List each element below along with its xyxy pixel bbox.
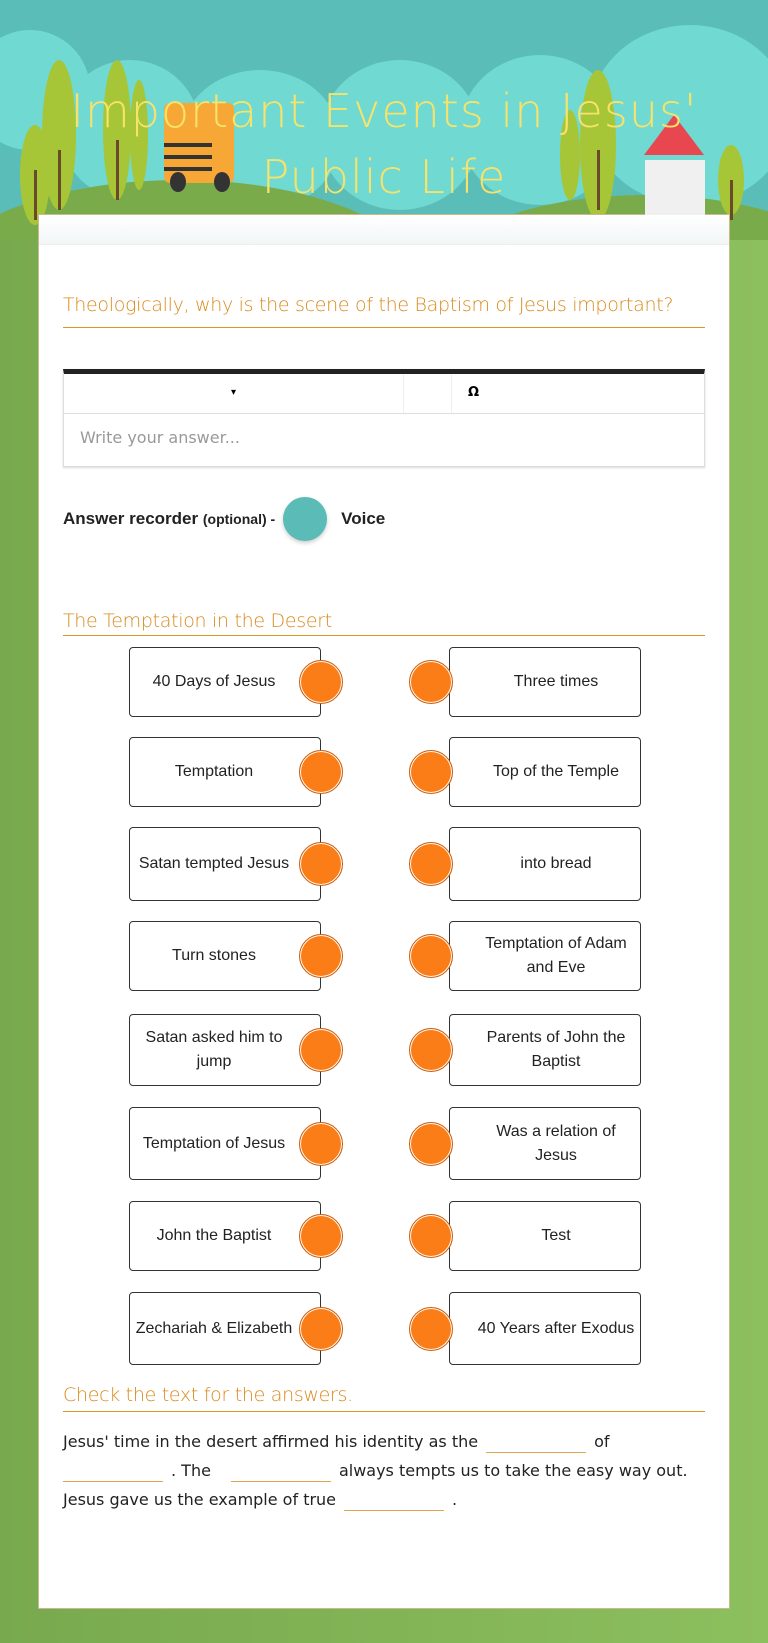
record-voice-button[interactable] bbox=[283, 497, 327, 541]
match-item-right[interactable]: Was a relation of Jesus bbox=[449, 1107, 641, 1180]
connector-dot-left[interactable] bbox=[299, 1214, 343, 1258]
match-item-right[interactable]: Test bbox=[449, 1201, 641, 1271]
connector-dot-right[interactable] bbox=[409, 1122, 453, 1166]
match-item-left[interactable]: Zechariah & Elizabeth bbox=[129, 1292, 321, 1365]
question-2-title: The Temptation in the Desert bbox=[63, 610, 332, 632]
connector-dot-left[interactable] bbox=[299, 1122, 343, 1166]
voice-label: Voice bbox=[341, 509, 386, 528]
omega-icon: Ω bbox=[468, 385, 480, 400]
blank-input[interactable] bbox=[486, 1433, 586, 1453]
match-item-right[interactable]: Top of the Temple bbox=[449, 737, 641, 807]
match-item-left[interactable]: John the Baptist bbox=[129, 1201, 321, 1271]
match-item-right[interactable]: 40 Years after Exodus bbox=[449, 1292, 641, 1365]
question-3-title: Check the text for the answers. bbox=[63, 1384, 353, 1406]
blank-input[interactable] bbox=[231, 1462, 331, 1482]
fill-text: of bbox=[594, 1432, 610, 1451]
connector-dot-left[interactable] bbox=[299, 750, 343, 794]
match-item-left[interactable]: Satan asked him to jump bbox=[129, 1014, 321, 1086]
connector-dot-left[interactable] bbox=[299, 660, 343, 704]
answer-editor bbox=[63, 369, 705, 467]
connector-dot-left[interactable] bbox=[299, 1307, 343, 1351]
connector-dot-right[interactable] bbox=[409, 1028, 453, 1072]
match-item-right[interactable]: Temptation of Adam and Eve bbox=[449, 921, 641, 991]
match-item-left[interactable]: Satan tempted Jesus bbox=[129, 827, 321, 901]
match-item-right[interactable]: into bread bbox=[449, 827, 641, 901]
header-banner bbox=[0, 0, 768, 240]
question-3 bbox=[63, 1385, 705, 1412]
fill-text: . bbox=[452, 1490, 458, 1509]
editor-toolbar bbox=[64, 374, 704, 414]
question-1 bbox=[63, 295, 705, 328]
page-title: Important Events in Jesus' Public Life bbox=[70, 84, 698, 204]
match-item-left[interactable]: Temptation of Jesus bbox=[129, 1107, 321, 1180]
question-2 bbox=[63, 611, 705, 636]
answer-recorder bbox=[63, 497, 385, 541]
connector-dot-right[interactable] bbox=[409, 842, 453, 886]
fill-text: always tempts us to take the easy way out. Jesus gave us the example of true bbox=[63, 1461, 688, 1509]
match-item-right[interactable]: Parents of John the Baptist bbox=[449, 1014, 641, 1086]
answer-input[interactable]: Write your answer... bbox=[80, 428, 240, 447]
connector-dot-left[interactable] bbox=[299, 1028, 343, 1072]
fill-in-text bbox=[63, 1427, 705, 1514]
blank-input[interactable] bbox=[344, 1491, 444, 1511]
special-character-button[interactable] bbox=[452, 374, 479, 413]
connector-dot-right[interactable] bbox=[409, 1307, 453, 1351]
question-1-title: Theologically, why is the scene of the Baptism of Jesus important? bbox=[63, 294, 674, 316]
match-item-left[interactable]: Turn stones bbox=[129, 921, 321, 991]
match-item-left[interactable]: 40 Days of Jesus bbox=[129, 647, 321, 717]
connector-dot-right[interactable] bbox=[409, 934, 453, 978]
connector-dot-left[interactable] bbox=[299, 934, 343, 978]
connector-dot-right[interactable] bbox=[409, 750, 453, 794]
connector-dot-left[interactable] bbox=[299, 842, 343, 886]
connector-dot-right[interactable] bbox=[409, 1214, 453, 1258]
format-dropdown[interactable] bbox=[64, 374, 404, 413]
toolbar-separator bbox=[404, 374, 452, 413]
fill-text: Jesus' time in the desert affirmed his identity as the bbox=[63, 1432, 479, 1451]
connector-dot-right[interactable] bbox=[409, 660, 453, 704]
recorder-optional: (optional) - bbox=[202, 511, 276, 527]
blank-input[interactable] bbox=[63, 1462, 163, 1482]
recorder-label: Answer recorder bbox=[63, 509, 199, 528]
dropdown-icon: ▾ bbox=[230, 387, 237, 398]
match-item-left[interactable]: Temptation bbox=[129, 737, 321, 807]
match-item-right[interactable]: Three times bbox=[449, 647, 641, 717]
worksheet-card bbox=[38, 214, 730, 1609]
fill-text: . The bbox=[171, 1461, 211, 1480]
